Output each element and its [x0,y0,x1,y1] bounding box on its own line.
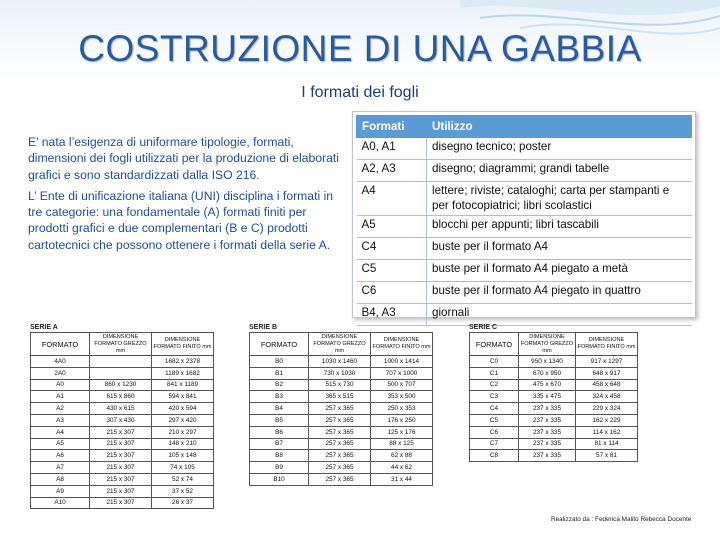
series-cell: C4 [470,403,519,415]
series-cell: C3 [470,391,519,403]
series-cell: 44 x 62 [371,462,433,474]
series-a-block [30,324,214,509]
series-cell: 88 x 125 [371,438,433,450]
table-row [470,438,638,450]
series-header-cell: DIMENSIONE FORMATO GREZZO mm [309,333,371,356]
table-row [357,260,692,282]
series-cell: 81 x 114 [576,438,638,450]
series-cell: B4 [250,403,309,415]
paragraph-iso: E’ nata l’esigenza di uniformare tipologie, formati, dimensioni dei fogli utilizzati per la produzione di elaborati grafici e sono standardizzati dalla ISO 216. [28,135,339,182]
series-cell: 365 x 515 [309,391,371,403]
table-row [357,282,692,304]
table-row [31,462,214,474]
series-cell: 257 x 365 [309,462,371,474]
format-cell: A2, A3 [357,160,427,182]
series-cell: B10 [250,473,309,485]
series-header-cell: DIMENSIONE FORMATO FINITO mm [152,333,214,356]
series-cell: 353 x 500 [371,391,433,403]
series-cell [90,356,152,368]
series-cell: 307 x 430 [90,414,152,426]
table-row [250,367,433,379]
series-cell: B0 [250,356,309,368]
table-row [357,138,692,160]
format-cell: B4, A3 [357,304,427,326]
table-row [250,462,433,474]
table-row [31,426,214,438]
series-cell: A2 [31,403,90,415]
table-row [31,438,214,450]
series-cell [90,367,152,379]
table-row [31,367,214,379]
series-cell: 500 x 707 [371,379,433,391]
series-cell: 26 x 37 [152,497,214,509]
series-cell: 257 x 365 [309,450,371,462]
table-row [31,497,214,509]
series-header-cell: DIMENSIONE FORMATO FINITO mm [576,333,638,356]
series-cell: 215 x 307 [90,485,152,497]
series-cell: 1000 x 1414 [371,356,433,368]
series-cell: B7 [250,438,309,450]
table-row [250,426,433,438]
format-cell: C4 [357,238,427,260]
table-row [357,304,692,326]
series-cell: 257 x 365 [309,426,371,438]
series-cell: 52 x 74 [152,473,214,485]
table-row [470,403,638,415]
series-cell: C2 [470,379,519,391]
table-row [470,379,638,391]
series-cell: 335 x 475 [519,391,576,403]
format-cell: A4 [357,182,427,216]
series-cell: A0 [31,379,90,391]
table-row [31,450,214,462]
series-label: SERIE B [249,324,278,331]
series-cell: C0 [470,356,519,368]
series-cell: 237 x 335 [519,426,576,438]
series-cell: 57 x 81 [576,450,638,462]
series-cell: 229 x 324 [576,403,638,415]
series-cell: B6 [250,426,309,438]
format-cell: A5 [357,216,427,238]
series-cell: 250 x 353 [371,403,433,415]
series-cell: 1682 x 2378 [152,356,214,368]
series-cell: 257 x 365 [309,403,371,415]
series-cell: B9 [250,462,309,474]
credit-text: Realizzato da : Federica Malito Rebecca Docente [551,516,692,523]
series-cell: 917 x 1297 [576,356,638,368]
formats-usage-table [352,111,696,318]
table-row [250,379,433,391]
series-cell: B5 [250,414,309,426]
table-row [470,414,638,426]
body-text [28,134,344,258]
series-cell: B8 [250,450,309,462]
series-cell: 1030 x 1460 [309,356,371,368]
usage-cell: disegno tecnico; poster [427,138,692,160]
series-cell: B2 [250,379,309,391]
series-cell: C5 [470,414,519,426]
series-cell: 860 x 1230 [90,379,152,391]
series-header-row [470,333,638,356]
table-row [470,391,638,403]
table-row [31,414,214,426]
table-row [250,356,433,368]
series-cell: 950 x 1340 [519,356,576,368]
series-cell: A9 [31,485,90,497]
table-row [250,473,433,485]
table-row [31,473,214,485]
series-cell: A4 [31,426,90,438]
series-cell: A5 [31,438,90,450]
series-cell: A1 [31,391,90,403]
series-b-block [249,324,433,486]
formats-table [356,115,692,326]
header-utilizzo: Utilizzo [427,116,692,138]
series-cell: 648 x 917 [576,367,638,379]
table-row [357,182,692,216]
table-row [357,216,692,238]
series-cell: 31 x 44 [371,473,433,485]
series-cell: B3 [250,391,309,403]
series-cell: A3 [31,414,90,426]
usage-cell: disegno; diagrammi; grandi tabelle [427,160,692,182]
series-cell: A8 [31,473,90,485]
series-cell: 430 x 615 [90,403,152,415]
series-cell: 475 x 670 [519,379,576,391]
series-cell: 615 x 860 [90,391,152,403]
series-header-row [31,333,214,356]
series-c-block [469,324,638,462]
series-cell: A7 [31,462,90,474]
series-cell: 2A0 [31,367,90,379]
usage-cell: buste per il formato A4 piegato a metà [427,260,692,282]
usage-cell: lettere; riviste; cataloghi; carta per stampanti e per fotocopiatrici; libri scolastici [427,182,692,216]
series-cell: 176 x 250 [371,414,433,426]
series-cell: 730 x 1030 [309,367,371,379]
series-cell: A6 [31,450,90,462]
table-row [31,403,214,415]
series-cell: 707 x 1000 [371,367,433,379]
series-cell: B1 [250,367,309,379]
series-cell: 4A0 [31,356,90,368]
series-cell: 257 x 365 [309,473,371,485]
format-cell: A0, A1 [357,138,427,160]
series-cell: 37 x 52 [152,485,214,497]
series-cell: 210 x 297 [152,426,214,438]
series-header-cell: FORMATO [31,333,90,356]
series-cell: 297 x 420 [152,414,214,426]
series-label: SERIE A [30,324,58,331]
series-cell: 324 x 458 [576,391,638,403]
series-cell: A10 [31,497,90,509]
series-cell: 257 x 365 [309,414,371,426]
series-header-cell: DIMENSIONE FORMATO FINITO mm [371,333,433,356]
format-cell: C5 [357,260,427,282]
series-header-cell: DIMENSIONE FORMATO GREZZO mm [90,333,152,356]
table-row [250,391,433,403]
series-cell: 420 x 594 [152,403,214,415]
paragraph-uni: L’ Ente di unificazione italiana (UNI) disciplina i formati in tre categorie: una fondamentale (A) formati finiti per prodotti grafici e due complementari (B e C) prodotti cartotecnici che possono ottenere i formati della serie A. [28,188,334,252]
series-cell: 215 x 307 [90,438,152,450]
table-row [250,450,433,462]
table-row [470,367,638,379]
series-cell: 62 x 88 [371,450,433,462]
series-cell: 162 x 229 [576,414,638,426]
table-row [31,379,214,391]
series-header-cell: FORMATO [470,333,519,356]
format-cell: C6 [357,282,427,304]
series-cell: 1189 x 1682 [152,367,214,379]
series-cell: 594 x 841 [152,391,214,403]
page-subtitle: I formati dei fogli [301,84,419,101]
series-table [30,332,214,509]
series-cell: 237 x 335 [519,438,576,450]
series-cell: 257 x 365 [309,438,371,450]
series-table [249,332,433,486]
table-row [470,426,638,438]
series-cell: 215 x 307 [90,462,152,474]
series-header-cell: DIMENSIONE FORMATO GREZZO mm [519,333,576,356]
table-row [250,414,433,426]
table-row [470,450,638,462]
series-cell: 237 x 335 [519,403,576,415]
series-cell: 841 x 1189 [152,379,214,391]
series-cell: 215 x 307 [90,426,152,438]
usage-cell: giornali [427,304,692,326]
series-cell: 105 x 148 [152,450,214,462]
usage-cell: blocchi per appunti; libri tascabili [427,216,692,238]
table-row [357,160,692,182]
series-cell: 237 x 335 [519,414,576,426]
table-row [31,391,214,403]
series-cell: 215 x 307 [90,450,152,462]
series-cell: 670 x 950 [519,367,576,379]
series-header-row [250,333,433,356]
series-table [469,332,638,462]
series-cell: 114 x 162 [576,426,638,438]
series-cell: 215 x 307 [90,497,152,509]
series-cell: 237 x 335 [519,450,576,462]
series-header-cell: FORMATO [250,333,309,356]
series-cell: C8 [470,450,519,462]
table-row [31,485,214,497]
series-cell: C1 [470,367,519,379]
usage-cell: buste per il formato A4 piegato in quattro [427,282,692,304]
table-row [250,403,433,415]
series-cell: 515 x 730 [309,379,371,391]
series-cell: 458 x 648 [576,379,638,391]
series-cell: 148 x 210 [152,438,214,450]
table-row [250,438,433,450]
series-cell: C6 [470,426,519,438]
table-row [470,356,638,368]
series-cell: 215 x 307 [90,473,152,485]
header-formati: Formati [357,116,427,138]
usage-cell: buste per il formato A4 [427,238,692,260]
table-row [31,356,214,368]
table-row [357,238,692,260]
series-label: SERIE C [469,324,498,331]
series-cell: 125 x 176 [371,426,433,438]
page-title: COSTRUZIONE DI UNA GABBIA [78,28,642,69]
series-cell: 74 x 105 [152,462,214,474]
series-cell: C7 [470,438,519,450]
